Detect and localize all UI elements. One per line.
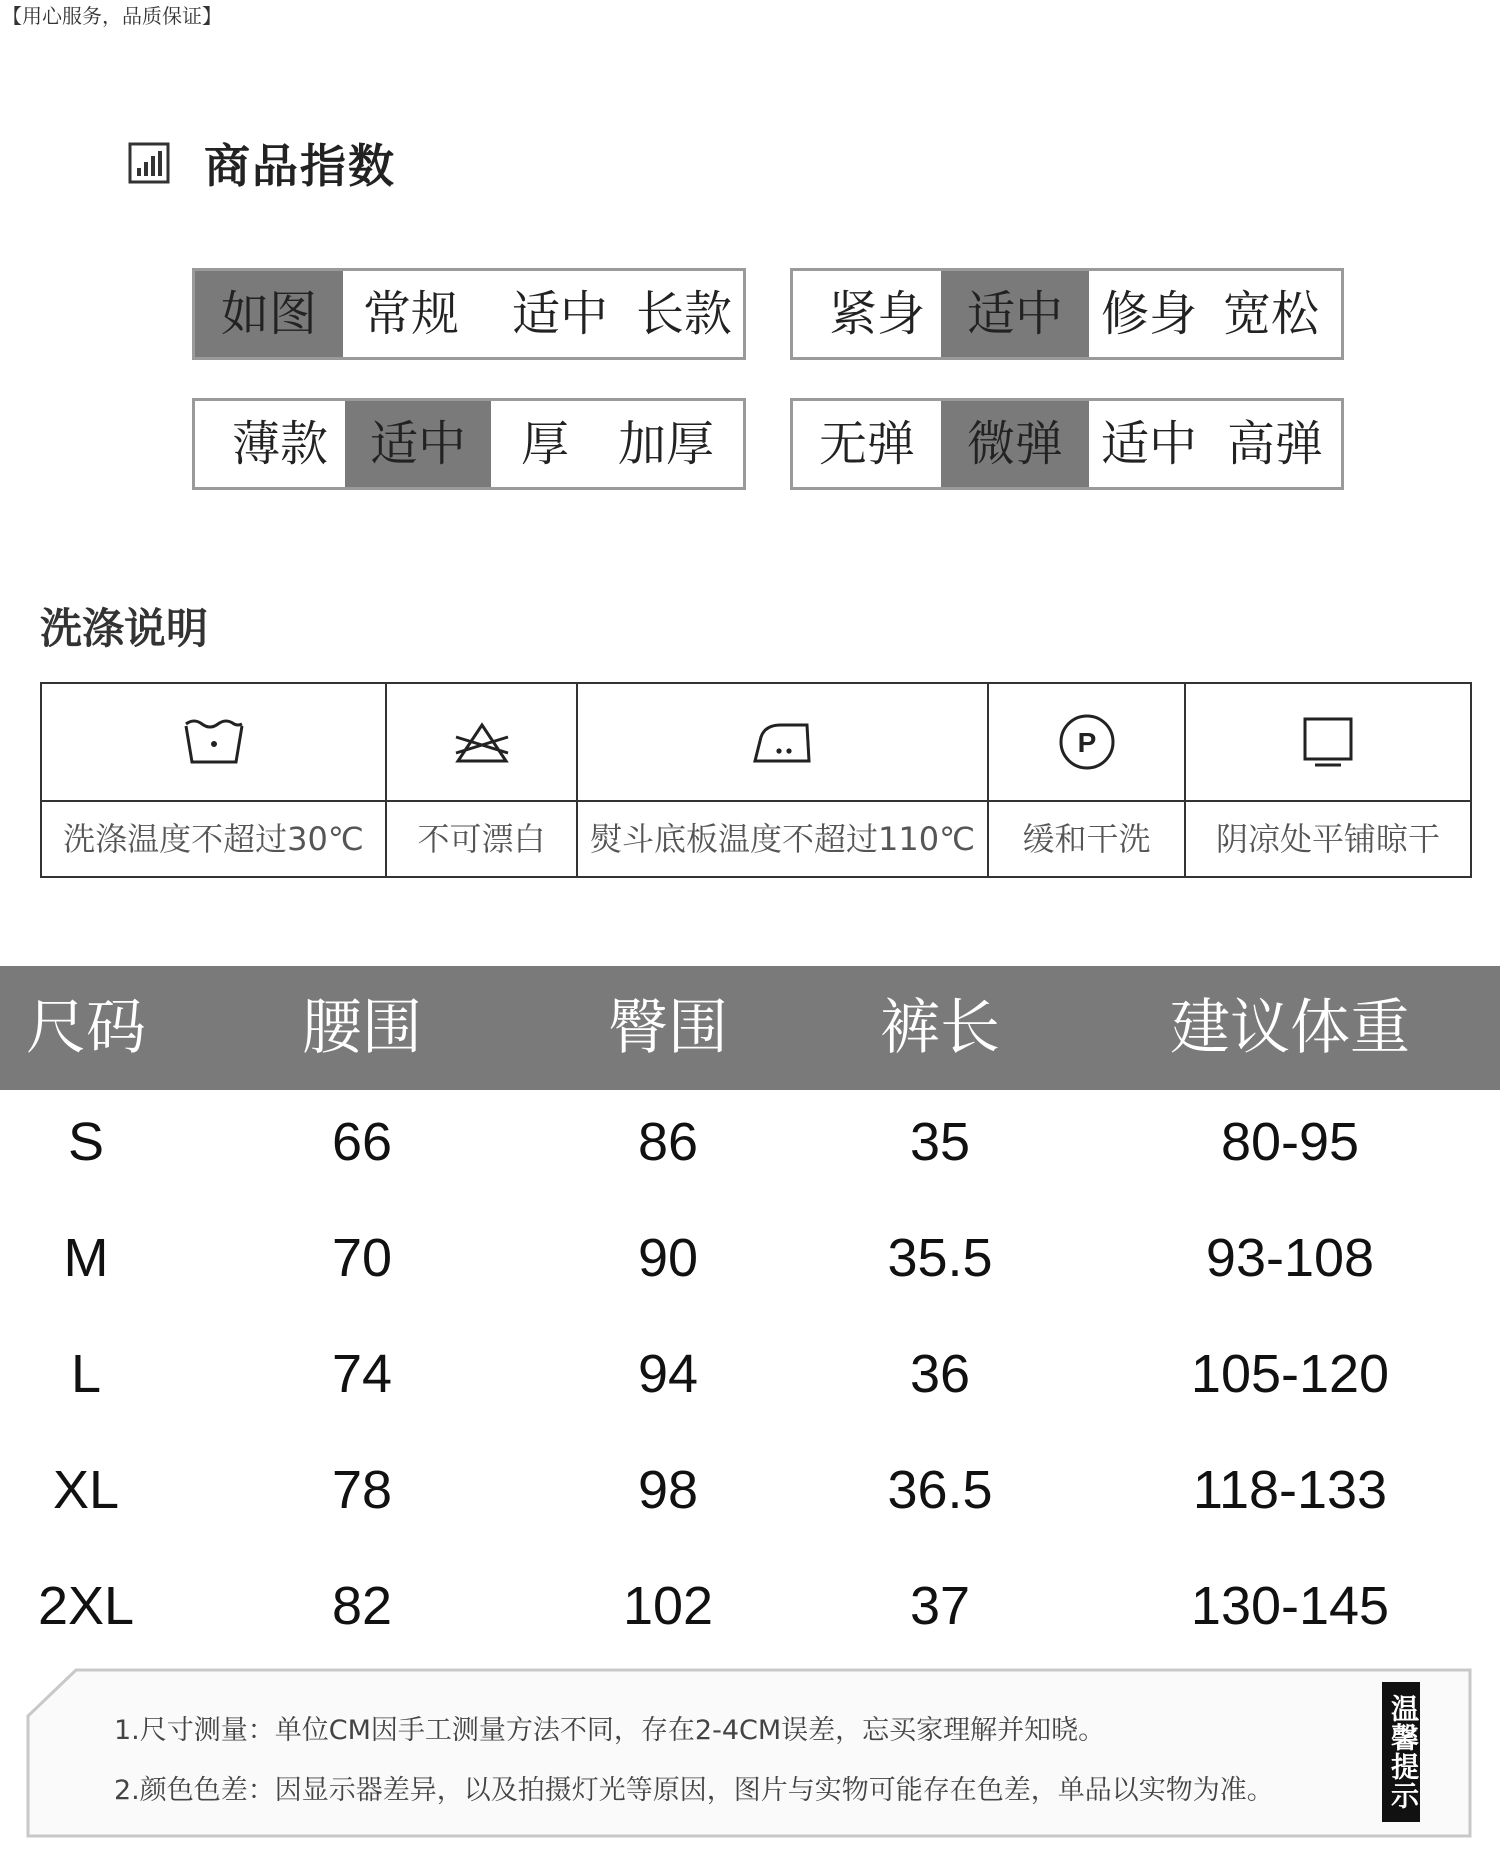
weight-cell: 105-120 [1190,1344,1390,1404]
size-cell: XL [52,1460,120,1520]
svg-text:P: P [1077,727,1096,758]
weight-cell: 93-108 [1205,1228,1375,1288]
index-option: 宽松 [1222,286,1319,342]
wash-section-title: 洗涤说明 [40,604,209,653]
table-row [0,1084,1500,1200]
hip-cell: 98 [637,1460,699,1520]
hip-cell: 102 [622,1576,714,1636]
column-header: 腰围 [302,993,422,1063]
tips-badge: 温馨提示 [1382,1682,1420,1822]
index-box-elasticity [790,398,1344,490]
index-option-selected: 微弹 [941,401,1089,487]
index-option: 厚 [520,416,569,472]
table-row [0,1316,1500,1432]
index-option: 高弹 [1226,416,1323,472]
column-header: 臀围 [608,993,728,1063]
waist-cell: 66 [331,1112,393,1172]
wash-item-text: 洗涤温度不超过30℃ [63,820,364,858]
wash-item-text: 不可漂白 [417,820,546,858]
bar-chart-icon [128,142,170,184]
iron-icon [751,717,815,767]
length-cell: 35.5 [887,1228,993,1288]
index-option: 加厚 [617,416,714,472]
index-option: 适中 [511,286,608,342]
index-option: 无弹 [818,416,915,472]
index-option: 紧身 [828,286,925,342]
index-option-selected: 适中 [941,271,1089,357]
table-row [0,1432,1500,1548]
index-box-thickness [192,398,746,490]
wash-item-text: 阴凉处平铺晾干 [1215,820,1440,858]
weight-cell: 118-133 [1192,1460,1388,1520]
length-cell: 36.5 [887,1460,993,1520]
waist-cell: 74 [331,1344,393,1404]
hip-cell: 94 [637,1344,699,1404]
weight-cell: 130-145 [1190,1576,1390,1636]
wash-tub-icon [182,716,246,768]
size-cell: 2XL [37,1576,135,1636]
index-option: 长款 [635,286,732,342]
waist-cell: 78 [331,1460,393,1520]
length-cell: 37 [909,1576,971,1636]
index-title-text: 商品指数 [204,139,396,193]
wash-item-text: 缓和干洗 [1022,820,1151,858]
wash-item [989,684,1186,876]
note-line: 2.颜色色差：因显示器差异，以及拍摄灯光等原因，图片与实物可能存在色差，单品以实物为准。 [114,1775,1274,1806]
index-option-selected: 适中 [345,401,491,487]
top-note: 【用心服务，品质保证】 [2,4,222,28]
waist-cell: 70 [331,1228,393,1288]
index-option: 适中 [1100,416,1197,472]
wash-item [1186,684,1470,876]
no-bleach-icon [452,719,512,765]
notes-box [26,1668,1472,1838]
size-cell: S [67,1112,105,1172]
index-option: 修身 [1100,286,1197,342]
index-section-title [128,130,396,196]
size-cell: L [70,1344,102,1404]
wash-table [40,682,1472,878]
wash-item [578,684,989,876]
waist-cell: 82 [331,1576,393,1636]
table-row [0,1200,1500,1316]
column-header: 裤长 [880,993,1000,1063]
index-box-style [192,268,746,360]
index-option-selected: 如图 [195,271,343,357]
wash-item [42,684,387,876]
hip-cell: 90 [637,1228,699,1288]
index-option: 常规 [362,286,459,342]
index-option: 薄款 [231,416,328,472]
dry-flat-icon [1301,715,1355,769]
wash-item-text: 熨斗底板温度不超过110℃ [589,820,976,858]
dry-clean-p-icon [1057,712,1117,772]
index-box-fit [790,268,1344,360]
notes-frame [26,1668,1472,1838]
column-header: 建议体重 [1170,993,1410,1063]
hip-cell: 86 [637,1112,699,1172]
column-header: 尺码 [26,993,146,1063]
length-cell: 35 [909,1112,971,1172]
size-cell: M [63,1228,109,1288]
note-line: 1.尺寸测量：单位CM因手工测量方法不同，存在2-4CM误差，忘买家理解并知晓。 [114,1715,1106,1746]
length-cell: 36 [909,1344,971,1404]
wash-item [387,684,578,876]
table-row [0,1548,1500,1664]
size-table-header [0,966,1500,1090]
weight-cell: 80-95 [1220,1112,1360,1172]
